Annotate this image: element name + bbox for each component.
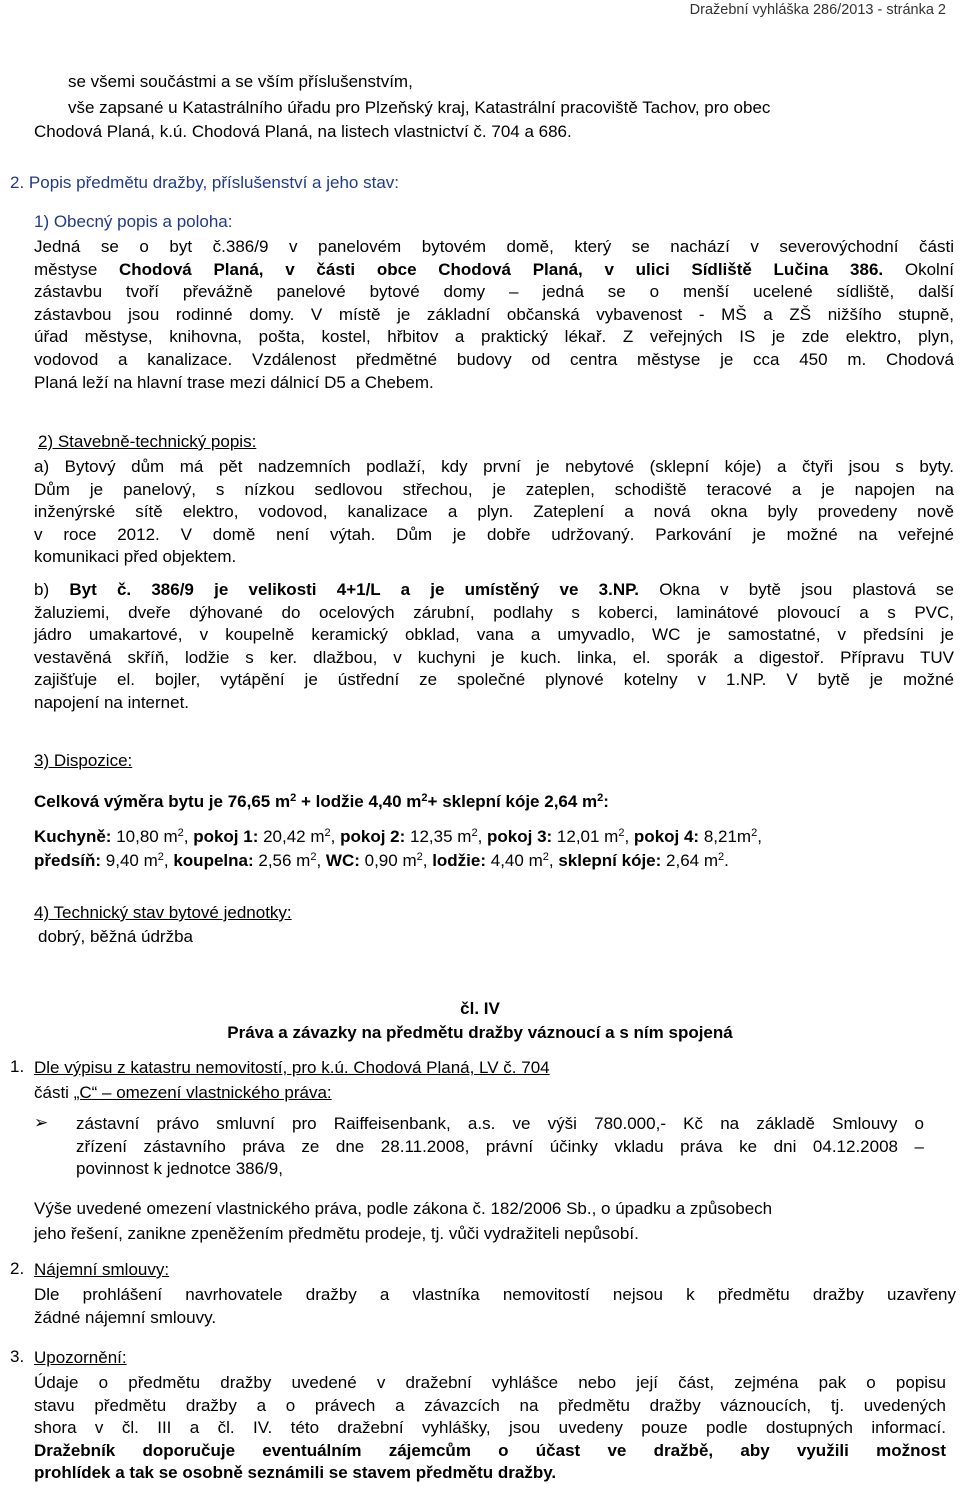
room-label: předsíň: xyxy=(34,851,102,870)
sub1-paragraph xyxy=(34,236,954,394)
item-3-line-3: shora v čl. III a čl. IV. této dražební vyhlášky, jsou uvedeny pouze podle dostupných informací. xyxy=(34,1418,946,1438)
page-header: Dražební vyhláška 286/2013 - stránka 2 xyxy=(689,2,946,18)
sub1-line-1: Jedná se o byt č.386/9 v panelovém bytovém domě, který se nachází v severovýchodní části xyxy=(34,237,954,256)
item-2-title: Nájemní smlouvy: xyxy=(34,1260,170,1279)
item-1-note-line-1: Výše uvedené omezení vlastnického práva, podle zákona č. 182/2006 Sb., o úpadku a způsobech xyxy=(34,1199,773,1218)
article-title: Práva a závazky na předmětu dražby váznoucí a s ním spojená xyxy=(227,1023,733,1042)
room-label: WC: xyxy=(325,851,360,870)
room-area-unit: 2 xyxy=(751,827,758,839)
sub2-b-line-5: zajišťuje el. bojler, vytápění je ústřední ze společné plynové kotelny v 1.NP. V bytě je možné xyxy=(34,670,954,690)
room-separator: , xyxy=(757,827,762,846)
sub1-line-7: Planá leží na hlavní trase mezi dálnicí D5 a Chebem. xyxy=(34,372,434,392)
item-3-line-1: Údaje o předmětu dražby uvedené v dražební vyhlášce nebo její část, zejména pak o popisu xyxy=(34,1373,946,1392)
section-2-title: 2. Popis předmětu dražby, příslušenství a jeho stav: xyxy=(10,173,399,192)
bullet-line-2: zřízení zástavního práva ze dne 28.11.2008, právní účinky vkladu práva ke dni 04.12.2008 – xyxy=(76,1136,924,1156)
room-separator: , xyxy=(163,851,174,870)
sub2-a-line-5: komunikaci před objektem. xyxy=(34,547,237,567)
room-area-unit: 2 xyxy=(416,851,423,863)
sub1-line-5: úřad městyse, knihovna, pošta, kostel, hřbitov a praktický lékař. Z veřejných IS je zde elektro, plyn, xyxy=(34,327,955,347)
sub2-b-line-3: jádro umakartové, v koupelně keramický obklad, vana a umyvadlo, WC je samostatné, v předsíni je xyxy=(34,625,954,645)
room-area-unit: 2 xyxy=(324,827,331,839)
intro-line-3: Chodová Planá, k.ú. Chodová Planá, na listech vlastnictví č. 704 a 686. xyxy=(34,122,572,141)
item-1-note-line-2: jeho řešení, zanikne zpeněžením předmětu prodeje, tj. vůči vydražiteli nepůsobí. xyxy=(34,1224,639,1243)
item-3-line-4: Dražebník doporučuje eventuálním zájemcům o účast ve dražbě, aby využili možnost xyxy=(34,1440,946,1460)
sub2-a-line-4: v roce 2012. V domě není výtah. Dům je dobře udržovaný. Parkování je možné na veřejné xyxy=(34,524,954,544)
room-area: 9,40 m xyxy=(101,851,158,870)
sub4-text: dobrý, běžná údržba xyxy=(38,927,193,946)
item-3-number: 3. xyxy=(10,1347,25,1366)
room-label: pokoj 4: xyxy=(633,827,700,846)
item-1-part: části „C“ – omezení vlastnického práva: xyxy=(34,1083,332,1102)
room-area-unit: 2 xyxy=(542,851,549,863)
sub1-title: 1) Obecný popis a poloha: xyxy=(34,212,233,231)
room-label: pokoj 3: xyxy=(487,827,553,846)
item-1-bullet-text xyxy=(76,1113,924,1181)
room-area: 8,21m xyxy=(699,827,752,846)
sub1-line-4: zástavbou jsou rodinné domy. V místě je základní občanská vybavenost - MŠ a ZŠ nižšího stupně, xyxy=(34,304,954,324)
arrow-bullet-icon: ➢ xyxy=(34,1113,49,1132)
item-2-line-2: žádné nájemní smlouvy. xyxy=(34,1307,217,1327)
room-separator: , xyxy=(624,827,634,846)
sub2-a-line-1: a) Bytový dům má pět nadzemních podlaží, kdy první je nebytové (sklepní kóje) a čtyři jsou s byty. xyxy=(34,457,954,476)
bullet-line-3: povinnost k jednotce 386/9, xyxy=(76,1159,283,1179)
item-3-title: Upozornění: xyxy=(34,1348,127,1367)
item-3-line-5: prohlídek a tak se osobně seznámili se stavem předmětu dražby. xyxy=(34,1463,557,1483)
total-area: Celková výměra bytu je 76,65 $m^2$ + lodžie 4,40 $m^2+$ sklepní kóje 2,64 $m^2$: xyxy=(34,792,609,811)
rooms-row-2 xyxy=(34,850,952,873)
bullet-line-1: zástavní právo smluvní pro Raiffeisenbank, a.s. ve výši 780.000,- Kč na základě Smlouvy o xyxy=(76,1114,924,1133)
sub2-b-line-6: napojení na internet. xyxy=(34,692,190,712)
sub2-paragraph-a xyxy=(34,456,954,569)
sub1-line-3: zástavbu tvoří převážně panelové bytové domy – jedná se o menší ucelené sídliště, další xyxy=(34,282,954,302)
sub4-title: 4) Technický stav bytové jednotky: xyxy=(34,903,292,922)
item-2-line-1: Dle prohlášení navrhovatele dražby a vlastníka nemovitostí nejsou k předmětu dražby uzavřeny xyxy=(34,1285,956,1304)
room-area: 4,40 m xyxy=(486,851,543,870)
sub2-paragraph-b xyxy=(34,579,954,715)
sub2-b-line-4: vestavěná skříň, lodžie s ker. dlažbou, v kuchyni je kuch. linka, el. sporák a digestoř. Přípravu TUV xyxy=(34,647,954,667)
room-area: 2,56 m xyxy=(253,851,311,870)
room-area: 20,42 m xyxy=(258,827,325,846)
intro-line-1: se všemi součástmi a se vším příslušenstvím, xyxy=(68,72,413,91)
item-1-number: 1. xyxy=(10,1057,25,1076)
room-area-unit: 2 xyxy=(310,851,317,863)
room-area: 12,01 m xyxy=(552,827,619,846)
item-2-text xyxy=(34,1284,956,1329)
room-area: 12,35 m xyxy=(405,827,472,846)
item-3-line-2: stavu předmětu dražby a o právech a závazcích na předmětu dražby váznoucích, tj. uvedených xyxy=(34,1395,946,1415)
room-label: sklepní kóje: xyxy=(558,851,662,870)
sub2-a-line-2: Dům je panelový, s nízkou sedlovou střechou, je zateplen, schodiště teracové a je napojen na xyxy=(34,479,954,499)
sub2-title: 2) Stavebně-technický popis: xyxy=(38,432,257,451)
room-label: pokoj 1: xyxy=(193,827,259,846)
room-area: 10,80 m xyxy=(111,827,178,846)
room-area: 2,64 m xyxy=(661,851,718,870)
room-separator: . xyxy=(724,851,729,870)
room-separator: , xyxy=(316,851,326,870)
sub3-title: 3) Dispozice: xyxy=(34,751,133,770)
room-area-unit: 2 xyxy=(618,827,625,839)
room-area-unit: 2 xyxy=(471,827,478,839)
sub1-line-2: městyse Chodová Planá, v části obce Chodová Planá, v ulici Sídliště Lučina 386. Okolní xyxy=(34,259,954,279)
room-label: koupelna: xyxy=(173,851,254,870)
room-label: pokoj 2: xyxy=(340,827,406,846)
room-area-unit: 2 xyxy=(157,851,164,863)
sub2-a-line-3: inženýrské sítě elektro, vodovod, kanalizace a plyn. Zateplení a nová okna byly provedeny nově xyxy=(34,502,954,522)
room-area-unit: 2 xyxy=(177,827,184,839)
rooms-row-1 xyxy=(34,826,952,849)
room-area: 0,90 m xyxy=(359,851,417,870)
sub1-line-6: vodovod a kanalizace. Vzdálenost předmětné budovy od centra městyse je cca 450 m. Chodová xyxy=(34,349,955,369)
room-separator: , xyxy=(183,827,194,846)
room-area-unit: 2 xyxy=(718,851,725,863)
room-label: Kuchyně: xyxy=(34,827,112,846)
room-separator: , xyxy=(422,851,433,870)
sub2-b-line-2: žaluziemi, dveře dýhované do ocelových zárubní, podlahy s koberci, laminátové plovoucí a s PVC, xyxy=(34,602,954,622)
room-separator: , xyxy=(477,827,488,846)
sub2-b-line-1: b) Byt č. 386/9 je velikosti 4+1/L a je umístěný ve 3.NP. Okna v bytě jsou plastová se xyxy=(34,580,955,599)
intro-line-2: vše zapsané u Katastrálního úřadu pro Plzeňský kraj, Katastrální pracoviště Tachov, pro obec xyxy=(68,98,771,117)
item-1-title: Dle výpisu z katastru nemovitostí, pro k.ú. Chodová Planá, LV č. 704 xyxy=(34,1058,550,1077)
room-label: lodžie: xyxy=(432,851,487,870)
room-separator: , xyxy=(330,827,341,846)
item-2-number: 2. xyxy=(10,1259,25,1278)
item-3-text xyxy=(34,1372,946,1485)
room-separator: , xyxy=(548,851,559,870)
article-number: čl. IV xyxy=(460,999,500,1018)
